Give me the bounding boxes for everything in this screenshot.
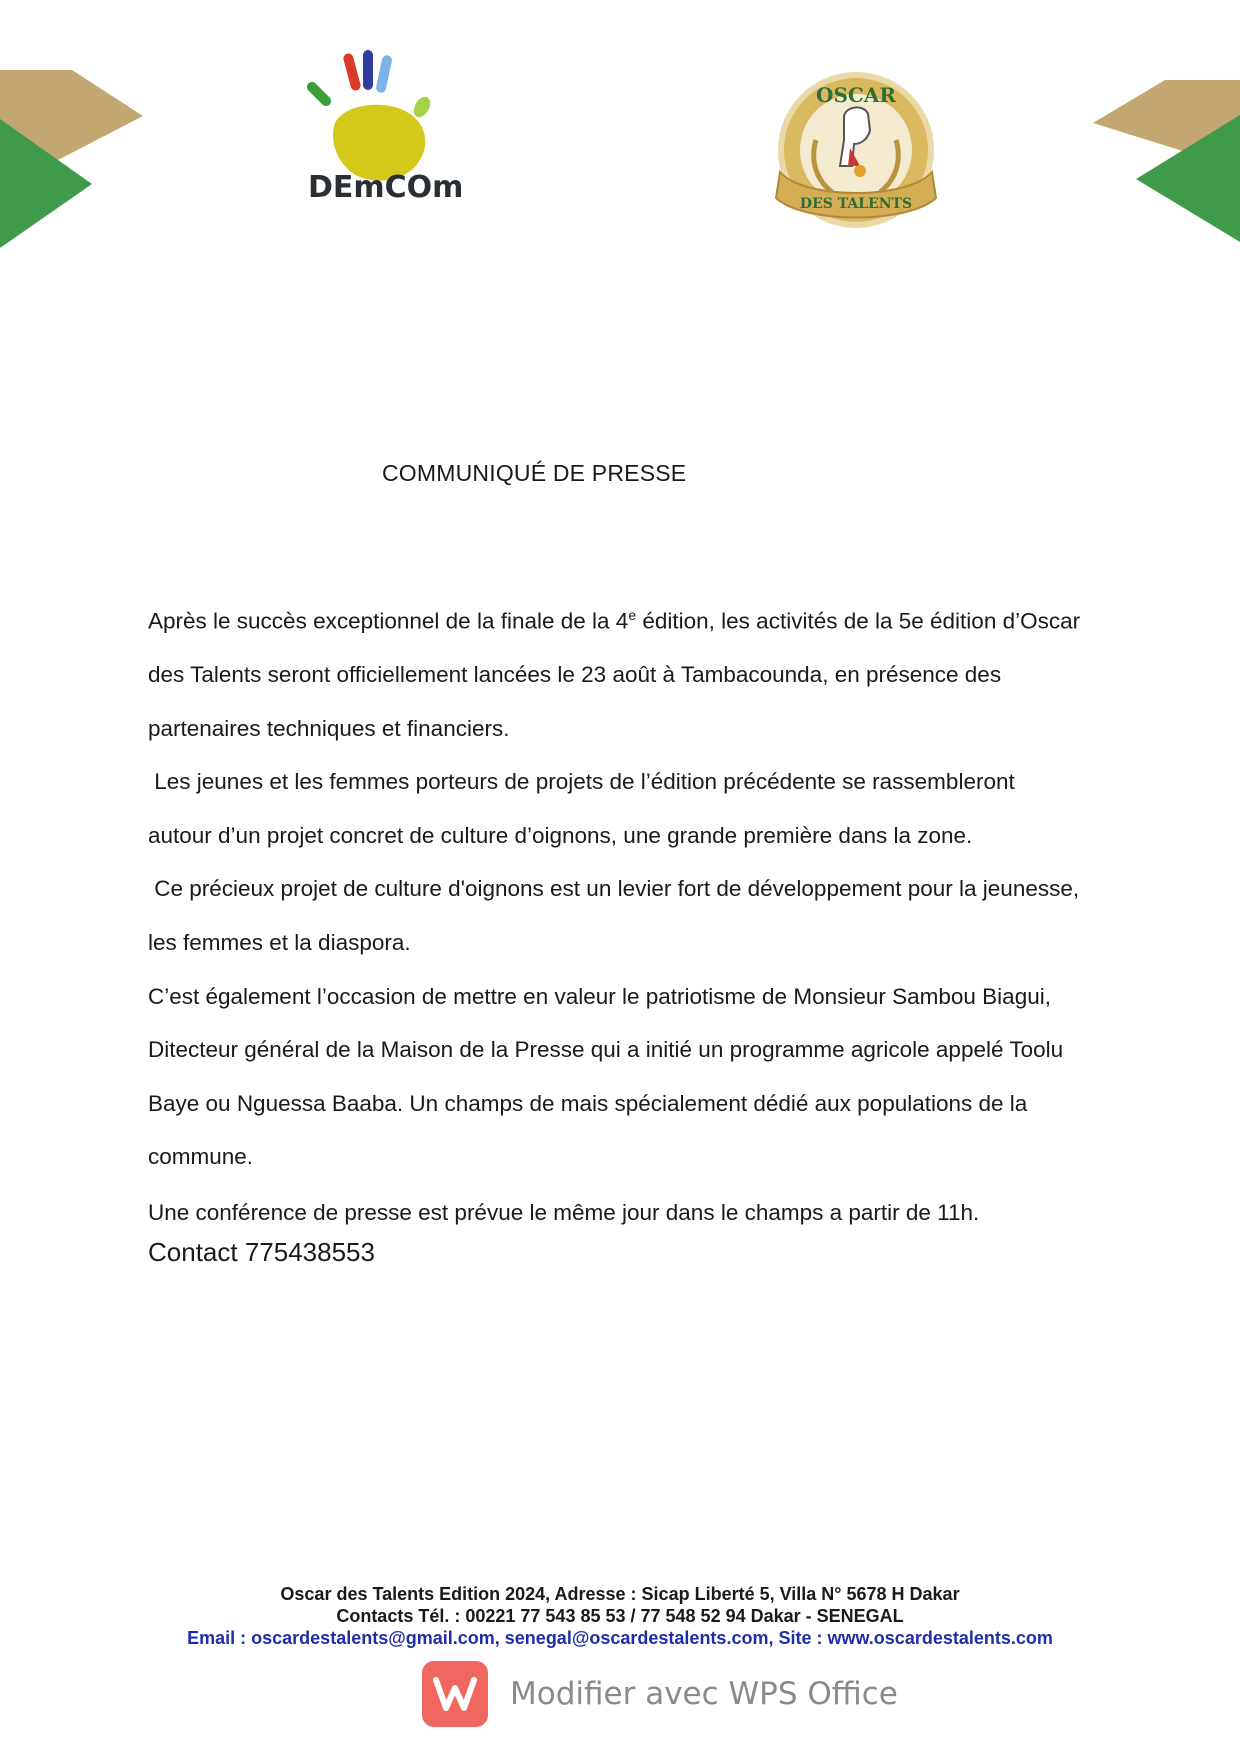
footer-email-site[interactable]: Email : oscardestalents@gmail.com, senegal@oscardestalents.com, Site : www.oscardestalents.com: [187, 1628, 1053, 1648]
wps-watermark-label: Modifier avec WPS Office: [510, 1676, 898, 1712]
paragraph-line: Après le succès exceptionnel de la finale de la 4e édition, les activités de la 5e édition d’Oscar: [148, 607, 1081, 634]
paragraph-line: Les jeunes et les femmes porteurs de projets de l’édition précédente se rassembleront: [148, 769, 1015, 795]
paragraph-line: les femmes et la diaspora.: [148, 930, 411, 956]
press-release-body: [148, 589, 1108, 1242]
paragraph-line: Ce précieux projet de culture d'oignons est un levier fort de développement pour la jeunesse,: [148, 876, 1080, 902]
oscar-des-talents-logo: [764, 70, 949, 235]
footer-address: Oscar des Talents Edition 2024, Adresse : Sicap Liberté 5, Villa N° 5678 H Dakar: [280, 1584, 960, 1604]
left-corner-decoration: [0, 70, 145, 250]
document-title: COMMUNIQUÉ DE PRESSE: [382, 460, 687, 486]
paragraph-line: autour d’un projet concret de culture d’oignons, une grande première dans la zone.: [148, 822, 973, 848]
right-corner-decoration: [1090, 80, 1240, 245]
paragraph-line: partenaires techniques et financiers.: [148, 715, 510, 741]
paragraph-line: Baye ou Nguessa Baaba. Un champs de mais spécialement dédié aux populations de la: [148, 1090, 1028, 1116]
footer: [0, 1583, 1240, 1649]
paragraph-line: Une conférence de presse est prévue le même jour dans le champs a partir de 11h.: [148, 1200, 980, 1226]
paragraph-line: des Talents seront officiellement lancées le 23 août à Tambacounda, en présence des: [148, 662, 1002, 688]
demcom-wordmark: DEmCOm: [308, 170, 464, 205]
paragraph-line: Ditecteur général de la Maison de la Presse qui a initié un programme agricole appelé Toolu: [148, 1037, 1064, 1063]
contact-number: Contact 775438553: [148, 1237, 375, 1267]
paragraph-line: commune.: [148, 1144, 254, 1170]
oscar-logo-top-text: OSCAR: [816, 83, 896, 107]
oscar-logo-bottom-text: DES TALENTS: [799, 196, 913, 212]
paragraph-line: C’est également l’occasion de mettre en valeur le patriotisme de Monsieur Sambou Biagui,: [148, 983, 1051, 1009]
wps-watermark[interactable]: [422, 1660, 898, 1728]
demcom-logo: [290, 45, 470, 205]
footer-phones: Contacts Tél. : 00221 77 543 85 53 / 77 548 52 94 Dakar - SENEGAL: [336, 1606, 904, 1626]
wps-logo-icon: [422, 1661, 488, 1727]
